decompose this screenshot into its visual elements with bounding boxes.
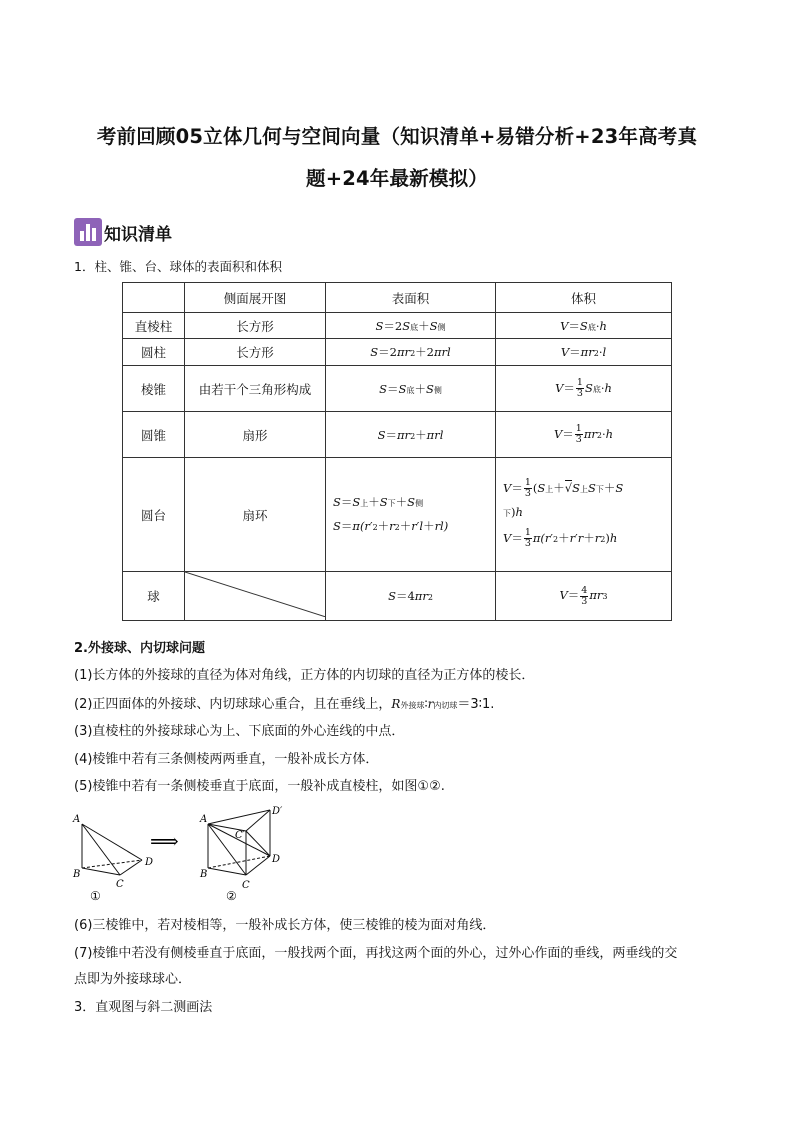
volume-formula: V＝S底·h (496, 313, 672, 339)
label-a-1: A (73, 814, 81, 825)
section-label: 知识清单 (104, 225, 172, 245)
label-d-1: D (145, 857, 154, 868)
subsection-3: 3．直观图与斜二测画法 (74, 1000, 213, 1015)
figure-label-1: ① (90, 889, 101, 903)
row-unfold: 扇形 (185, 412, 326, 458)
volume-formula: V＝ $\frac{1}{3}$ S底·h (496, 366, 672, 412)
subsection-2: 2.外接球、内切球问题 (74, 641, 205, 656)
volume-formula: V＝ $\frac{1}{3}$ πr2·h (496, 412, 672, 458)
table-row (123, 366, 672, 412)
formula-table (122, 282, 672, 621)
row-unfold: 扇环 (185, 458, 326, 572)
surface-formula: S＝S底＋S侧 (326, 366, 496, 412)
volume-formula: V＝ $\frac{1}{3}$ (S上＋√S上S下＋S 下)h V＝ $\frac{1}{3}$ π(r′2＋r′r＋r2)h (496, 458, 672, 572)
surface-formula: S＝4πr2 (326, 572, 496, 621)
surface-formula: S＝πr2＋πrl (326, 412, 496, 458)
item-5: (5)棱锥中若有一条侧棱垂直于底面，一般补成直棱柱，如图①②. (74, 779, 445, 794)
pyramid-figures (70, 802, 300, 904)
subsection-1: 1．柱、锥、台、球体的表面积和体积 (74, 259, 282, 274)
surface-formula: S＝S上＋S下＋S侧 S＝π(r′2＋r2＋r′l＋rl) (326, 458, 496, 572)
row-name: 球 (123, 572, 185, 621)
page-title (60, 116, 734, 200)
row-name: 棱锥 (123, 366, 185, 412)
label-c-1: C (116, 879, 124, 890)
header-cell: 体积 (496, 283, 672, 313)
item-4: (4)棱锥中若有三条侧棱两两垂直，一般补成长方体． (74, 752, 379, 767)
item-2-text: (2)正四面体的外接球、内切球球心重合，且在垂线上， (74, 697, 392, 712)
row-unfold: 由若干个三角形构成 (185, 366, 326, 412)
table-header-row (123, 283, 672, 313)
header-cell: 侧面展开图 (185, 283, 326, 313)
label-b-2: B (200, 869, 208, 880)
item-2: (2)正四面体的外接球、内切球球心重合，且在垂线上，R外接球∶r内切球＝3∶1. (74, 697, 495, 712)
item-3: (3)直棱柱的外接球球心为上、下底面的外心连线的中点． (74, 724, 405, 739)
figure-label-2: ② (226, 889, 237, 903)
table-row (123, 458, 672, 572)
label-c-2: C (242, 880, 250, 891)
row-name: 圆台 (123, 458, 185, 572)
ratio-text: ＝3∶1. (457, 697, 495, 712)
diagonal-slash-cell (185, 572, 326, 621)
surface-formula: S＝2πr2＋2πrl (326, 339, 496, 366)
label-a-2: A (200, 814, 208, 825)
volume-formula: V＝πr2·l (496, 339, 672, 366)
header-cell: 表面积 (326, 283, 496, 313)
title-line-1: 考前回顾05立体几何与空间向量（知识清单+易错分析+23年高考真 (96, 125, 698, 148)
table-row (123, 572, 672, 621)
item-7b: 点即为外接球球心． (74, 972, 192, 987)
table-corner (123, 283, 185, 313)
row-name: 圆柱 (123, 339, 185, 366)
label-b-1: B (73, 869, 81, 880)
table-row (123, 412, 672, 458)
table-row (123, 313, 672, 339)
item-6: (6)三棱锥中，若对棱相等，一般补成长方体，使三棱锥的棱为面对角线． (74, 918, 496, 933)
label-c-prime: C′ (235, 830, 245, 841)
row-unfold: 长方形 (185, 339, 326, 366)
bar-chart-icon (74, 218, 102, 246)
label-d-prime: D′ (272, 806, 283, 817)
row-name: 直棱柱 (123, 313, 185, 339)
item-1: (1)长方体的外接球的直径为体对角线，正方体的内切球的直径为正方体的棱长． (74, 668, 535, 683)
title-line-2: 题+24年最新模拟） (306, 167, 488, 190)
diagonal-slash (185, 572, 326, 617)
item-7a: (7)棱锥中若没有侧棱垂直于底面，一般找两个面，再找这两个面的外心，过外心作面的垂线，两垂线的交 (74, 946, 678, 961)
row-name: 圆锥 (123, 412, 185, 458)
table-row (123, 339, 672, 366)
label-d-2: D (272, 854, 281, 865)
section-header (74, 216, 172, 246)
volume-formula: V＝ $\frac{4}{3}$ πr3 (496, 572, 672, 621)
implies-arrow: ⟹ (150, 829, 179, 853)
surface-formula: S＝2S底＋S侧 (326, 313, 496, 339)
row-unfold: 长方形 (185, 313, 326, 339)
